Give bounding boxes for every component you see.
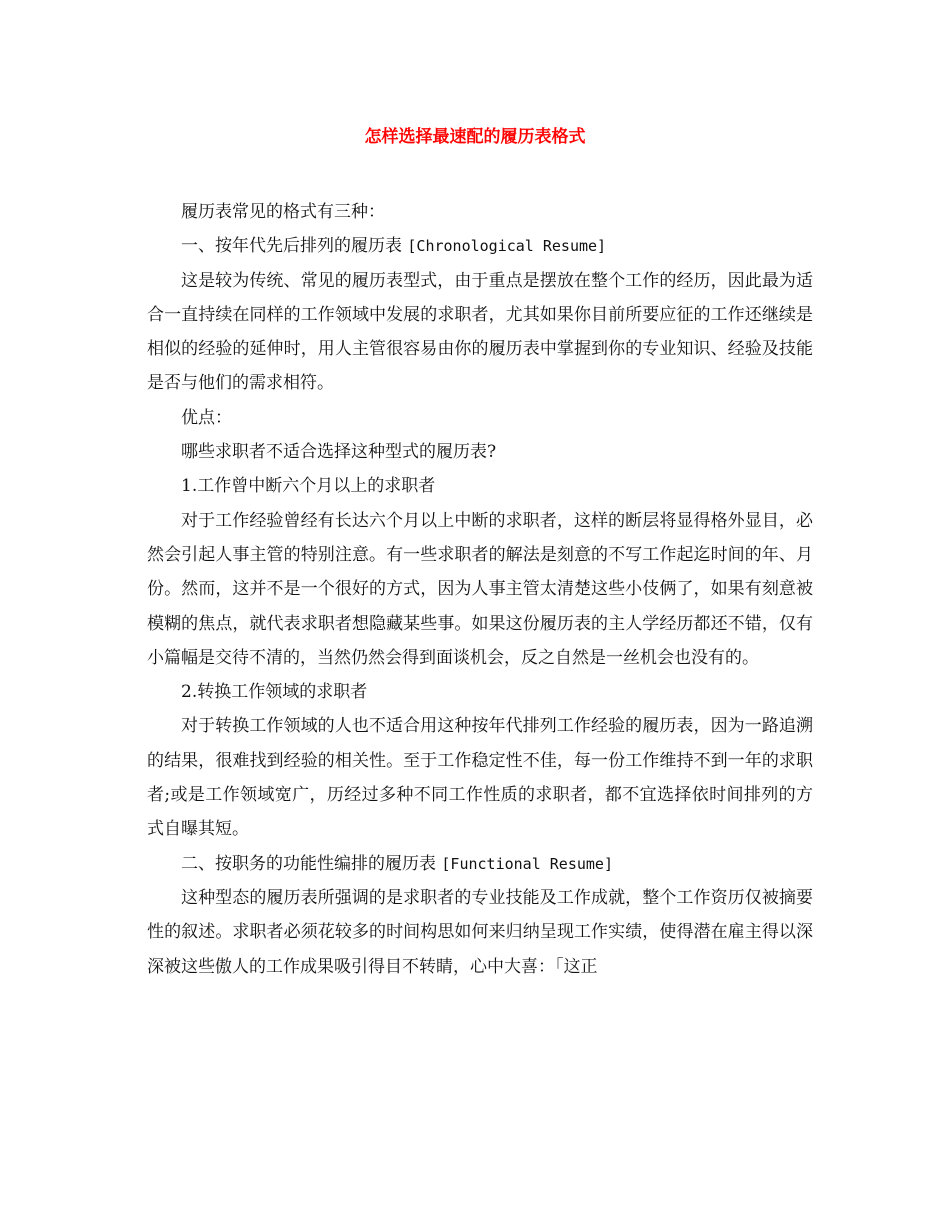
list-item-2-heading: 2.转换工作领域的求职者: [181, 682, 368, 703]
paragraph-functional-description: 这种型态的履历表所强调的是求职者的专业技能及工作成就，整个工作资历仅被摘要性的叙述。求职者必须花较多的时间构思如何来归纳呈现工作实绩，使得潜在雇主得以深深被这些傲人的工作成果吸引得目不转睛，心中大喜：「这正: [147, 887, 813, 977]
heading-text: 一、按年代先后排列的履历表: [181, 236, 408, 257]
heading-english-term: [Chronological Resume]: [407, 237, 607, 256]
paragraph-career-change: 对于转换工作领域的人也不适合用这种按年代排列工作经验的履历表，因为一路追溯的结果，很难找到经验的相关性。至于工作稳定性不佳，每一份工作维持不到一年的求职者;或是工作领域宽广，历经过多种不同工作性质的求职者，都不宜选择依时间排列的方式自曝其短。: [147, 716, 813, 840]
document-body: [147, 195, 813, 984]
heading-chronological-resume: [147, 229, 813, 263]
heading-text: 二、按职务的功能性编排的履历表: [181, 853, 442, 874]
paragraph-unsuitable-question: 哪些求职者不适合选择这种型式的履历表?: [181, 442, 497, 463]
paragraph-chronological-description: 这是较为传统、常见的履历表型式，由于重点是摆放在整个工作的经历，因此最为适合一直持续在同样的工作领域中发展的求职者，尤其如果你目前所要应征的工作还继续是相似的经验的延伸时，用人主管很容易由你的履历表中掌握到你的专业知识、经验及技能是否与他们的需求相符。: [147, 270, 813, 394]
paragraph-career-gap: 对于工作经验曾经有长达六个月以上中断的求职者，这样的断层将显得格外显目，必然会引起人事主管的特别注意。有一些求职者的解法是刻意的不写工作起迄时间的年、月份。然而，这并不是一个很好的方式，因为人事主管太清楚这些小伎俩了，如果有刻意被模糊的焦点，就代表求职者想隐藏某些事。如果这份履历表的主人学经历都还不错，仅有小篇幅是交待不清的，当然仍然会得到面谈机会，反之自然是一丝机会也没有的。: [147, 510, 813, 668]
list-item-1-heading: 1.工作曾中断六个月以上的求职者: [181, 476, 436, 497]
paragraph-advantages-label: 优点：: [181, 407, 232, 428]
document-title: 怎样选择最速配的履历表格式: [364, 127, 586, 147]
heading-english-term: [Functional Resume]: [441, 854, 613, 873]
paragraph-formats-intro: 履历表常见的格式有三种：: [181, 202, 385, 222]
heading-functional-resume: [147, 847, 813, 881]
